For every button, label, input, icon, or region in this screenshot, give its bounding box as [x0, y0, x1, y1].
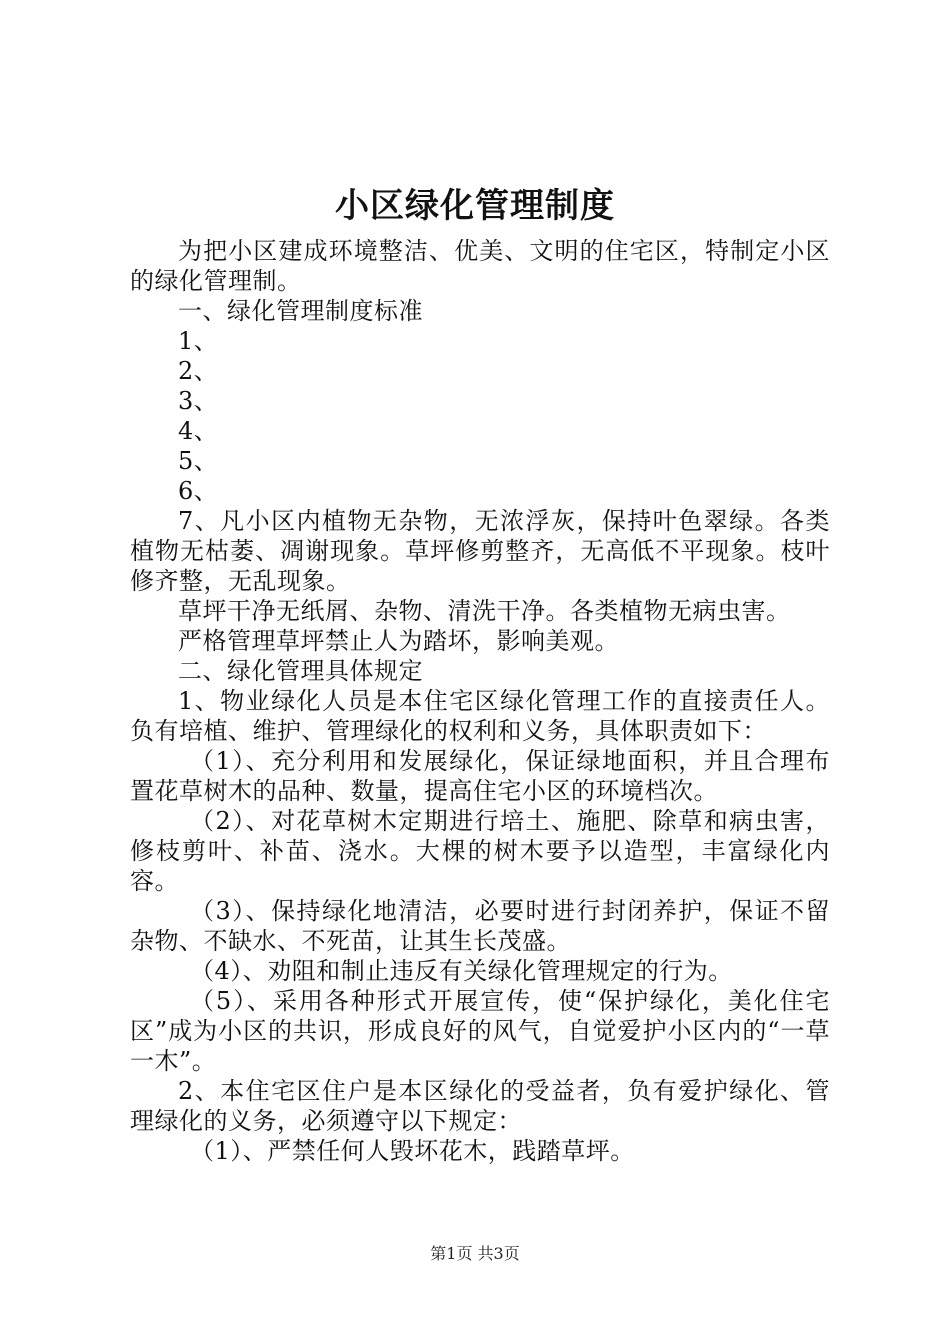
list-item: 2、 [178, 357, 219, 385]
paragraph: 草坪干净无纸屑、杂物、清洗干净。各类植物无病虫害。 [178, 597, 791, 625]
sub-item: （1）、严禁任何人毁坏花木，践踏草坪。 [190, 1137, 635, 1165]
list-item: 4、 [178, 417, 219, 445]
list-item: 6、 [178, 477, 219, 505]
list-item: 7、凡小区内植物无杂物，无浓浮灰，保持叶色翠绿。各类植物无枯萎、凋谢现象。草坪修剪整齐，无高低不平现象。枝叶修齐整，无乱现象。 [130, 507, 830, 595]
list-item: 5、 [178, 447, 219, 475]
section-heading-standards: 一、绿化管理制度标准 [178, 297, 423, 325]
paragraph-intro: 为把小区建成环境整洁、优美、文明的住宅区，特制定小区的绿化管理制。 [130, 237, 830, 295]
document-body [130, 236, 830, 1166]
page-number-footer: 第1页 共3页 [430, 1244, 520, 1263]
paragraph: 1、物业绿化人员是本住宅区绿化管理工作的直接责任人。负有培植、维护、管理绿化的权利和义务，具体职责如下： [130, 687, 830, 745]
list-item: 1、 [178, 327, 219, 355]
sub-item: （3）、保持绿化地清洁，必要时进行封闭养护，保证不留杂物、不缺水、不死苗，让其生长茂盛。 [130, 897, 830, 955]
list-item: 3、 [178, 387, 219, 415]
paragraph: 2、本住宅区住户是本区绿化的受益者，负有爱护绿化、管理绿化的义务，必须遵守以下规定： [130, 1077, 830, 1135]
sub-item: （2）、对花草树木定期进行培土、施肥、除草和病虫害，修枝剪叶、补苗、浇水。大棵的树木要予以造型，丰富绿化内容。 [130, 807, 830, 895]
sub-item: （4）、劝阻和制止违反有关绿化管理规定的行为。 [190, 957, 733, 985]
sub-item: （5）、采用各种形式开展宣传，使“保护绿化，美化住宅区”成为小区的共识，形成良好的风气，自觉爱护小区内的“一草一木”。 [130, 987, 830, 1075]
document-title: 小区绿化管理制度 [335, 186, 615, 226]
paragraph: 严格管理草坪禁止人为踏坏，影响美观。 [178, 627, 619, 655]
section-heading-rules: 二、绿化管理具体规定 [178, 657, 423, 685]
sub-item: （1）、充分利用和发展绿化，保证绿地面积，并且合理布置花草树木的品种、数量，提高住宅小区的环境档次。 [130, 747, 830, 805]
